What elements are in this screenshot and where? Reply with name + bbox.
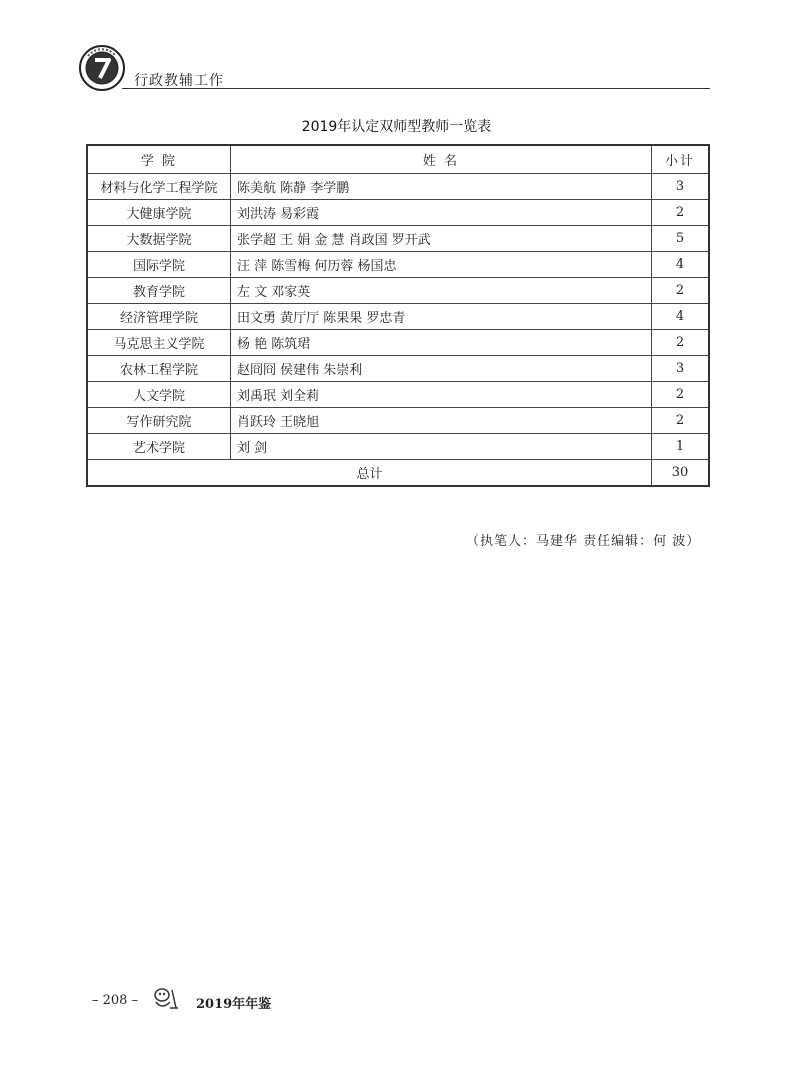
college-cell: 写作研究院 xyxy=(87,408,231,434)
header-college: 学 院 xyxy=(87,145,231,174)
table-row xyxy=(87,408,709,434)
header-count: 小计 xyxy=(652,145,710,174)
count-cell: 3 xyxy=(652,356,710,382)
college-cell: 教育学院 xyxy=(87,278,231,304)
table-row xyxy=(87,382,709,408)
table-header-row xyxy=(87,145,709,174)
count-cell: 4 xyxy=(652,252,710,278)
names-cell: 汪 萍 陈雪梅 何历蓉 杨国忠 xyxy=(231,252,652,278)
count-cell: 4 xyxy=(652,304,710,330)
teacher-roster-table xyxy=(86,144,710,487)
count-cell: 5 xyxy=(652,226,710,252)
yearbook-mascot-icon xyxy=(150,986,180,1012)
college-cell: 材料与化学工程学院 xyxy=(87,174,231,200)
count-cell: 2 xyxy=(652,200,710,226)
table-row xyxy=(87,434,709,460)
count-cell: 2 xyxy=(652,408,710,434)
college-cell: 经济管理学院 xyxy=(87,304,231,330)
university-seal-icon xyxy=(78,44,126,92)
college-cell: 农林工程学院 xyxy=(87,356,231,382)
college-cell: 人文学院 xyxy=(87,382,231,408)
names-cell: 张学超 王 娟 金 慧 肖政国 罗开武 xyxy=(231,226,652,252)
count-cell: 2 xyxy=(652,278,710,304)
table-row xyxy=(87,200,709,226)
table-title: 2019年认定双师型教师一览表 xyxy=(301,119,492,135)
table-row xyxy=(87,356,709,382)
author-note: （执笔人：马建华 责任编辑：何 波） xyxy=(466,534,701,549)
college-cell: 马克思主义学院 xyxy=(87,330,231,356)
college-cell: 大健康学院 xyxy=(87,200,231,226)
names-cell: 刘 剑 xyxy=(231,434,652,460)
names-cell: 赵冏冏 侯建伟 朱崇利 xyxy=(231,356,652,382)
names-cell: 刘禹珉 刘全莉 xyxy=(231,382,652,408)
header-names: 姓 名 xyxy=(231,145,652,174)
names-cell: 田文勇 黄厅厅 陈果果 罗忠青 xyxy=(231,304,652,330)
total-label: 总计 xyxy=(87,460,652,487)
table-row xyxy=(87,304,709,330)
table-row xyxy=(87,278,709,304)
names-cell: 刘洪涛 易彩霞 xyxy=(231,200,652,226)
table-row xyxy=(87,252,709,278)
total-row xyxy=(87,460,709,487)
count-cell: 2 xyxy=(652,330,710,356)
names-cell: 左 文 邓家英 xyxy=(231,278,652,304)
table-row xyxy=(87,226,709,252)
names-cell: 杨 艳 陈筑珺 xyxy=(231,330,652,356)
count-cell: 3 xyxy=(652,174,710,200)
count-cell: 2 xyxy=(652,382,710,408)
total-count: 30 xyxy=(652,460,710,487)
yearbook-label: 2019年年鉴 xyxy=(196,997,272,1012)
college-cell: 艺术学院 xyxy=(87,434,231,460)
count-cell: 1 xyxy=(652,434,710,460)
college-cell: 国际学院 xyxy=(87,252,231,278)
names-cell: 肖跃玲 王晓旭 xyxy=(231,408,652,434)
table-row xyxy=(87,174,709,200)
page-number: – 208 – xyxy=(92,993,139,1008)
names-cell: 陈美航 陈静 李学鹏 xyxy=(231,174,652,200)
college-cell: 大数据学院 xyxy=(87,226,231,252)
table-body xyxy=(87,174,709,460)
section-label: 行政教辅工作 xyxy=(134,73,224,89)
table-row xyxy=(87,330,709,356)
header-rule xyxy=(122,88,710,89)
page-header xyxy=(78,44,710,92)
